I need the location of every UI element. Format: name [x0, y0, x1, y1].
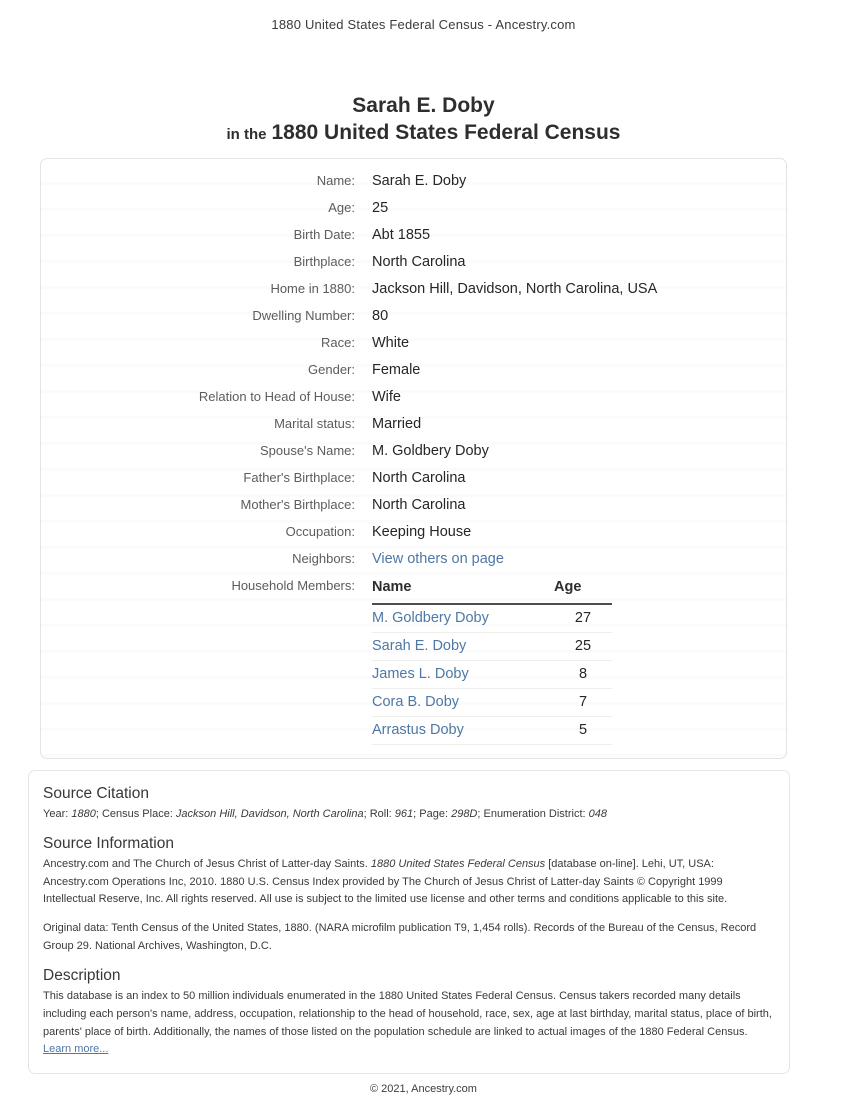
household-member-link[interactable]: M. Goldbery Doby: [372, 609, 489, 626]
field-value: M. Goldbery Doby: [372, 442, 489, 459]
source-citation-text: Year: 1880; Census Place: Jackson Hill, Davidson, North Carolina; Roll: 961; Page: 298D; Enumeration District: 048: [43, 808, 607, 820]
household-member-link[interactable]: Cora B. Doby: [372, 693, 460, 710]
collection-line: [0, 121, 847, 145]
field-row-dwelling-number: [41, 302, 786, 329]
source-information-para1: Ancestry.com and The Church of Jesus Christ of Latter-day Saints. 1880 United States Federal Census [database on-line]. Lehi, UT, USA: Ancestry.com Operations Inc, 2010. 1880 U.S. Census Index provided by The Church of Jesus Christ of Latter-day Saints © Copyright 1999 Intellectual Reserve, Inc. All rights reserved. All use is subject to the limited use license and other terms and conditions applicable to this site.: [43, 857, 728, 906]
household-row: [372, 604, 612, 633]
field-row-father-birthplace: [41, 464, 786, 491]
field-value: Sarah E. Doby: [372, 172, 467, 189]
field-value: White: [372, 334, 410, 351]
view-others-on-page-link[interactable]: View others on page: [372, 550, 504, 567]
field-value: [372, 550, 504, 569]
household-member-link[interactable]: Sarah E. Doby: [372, 637, 467, 654]
field-value: Jackson Hill, Davidson, North Carolina, USA: [372, 280, 658, 297]
household-member-link[interactable]: James L. Doby: [372, 665, 469, 682]
field-value: North Carolina: [372, 469, 466, 486]
household-header-row: [372, 577, 612, 604]
field-label: Age:: [328, 199, 355, 215]
field-row-neighbors: [41, 545, 786, 572]
print-page-header: 1880 United States Federal Census - Ancestry.com: [271, 17, 576, 32]
household-row: [372, 632, 612, 660]
field-row-birthplace: [41, 248, 786, 275]
description-body: This database is an index to 50 million individuals enumerated in the 1880 United States Federal Census. Census takers recorded many details including each person's name, address, occupation, relationship to the head of household, race, sex, age at last birthday, marital status, place of birth, parents' place of birth. Additionally, the names of those listed on the population schedule are linked to actual images of the 1880 Federal Census.: [43, 989, 772, 1038]
source-details-card: [28, 770, 790, 1074]
field-label: Race:: [321, 334, 355, 350]
field-row-birth-date: [41, 221, 786, 248]
field-row-relation: [41, 383, 786, 410]
field-row-age: [41, 194, 786, 221]
page-title: [0, 94, 847, 145]
field-label: Household Members:: [231, 577, 355, 593]
field-label: Spouse's Name:: [260, 442, 355, 458]
household-member-link[interactable]: Arrastus Doby: [372, 721, 464, 738]
field-value: North Carolina: [372, 496, 466, 513]
field-value: 80: [372, 307, 389, 324]
field-label: Birth Date:: [293, 226, 355, 242]
field-row-occupation: [41, 518, 786, 545]
household-row: [372, 688, 612, 716]
source-information-heading: Source Information: [43, 834, 174, 852]
field-value: Wife: [372, 388, 401, 405]
field-label: Name:: [316, 172, 355, 188]
household-col-age: Age: [554, 577, 612, 604]
field-label: Marital status:: [274, 415, 355, 431]
household-col-name: Name: [372, 577, 554, 604]
source-citation-heading: Source Citation: [43, 785, 149, 802]
field-label: Birthplace:: [293, 253, 355, 269]
field-value: Keeping House: [372, 523, 472, 540]
household-members-table: [372, 577, 612, 745]
field-label: Mother's Birthplace:: [240, 496, 355, 512]
field-row-marital-status: [41, 410, 786, 437]
copyright-footer: © 2021, Ancestry.com: [370, 1083, 477, 1095]
household-member-age: 7: [554, 688, 612, 716]
field-label: Father's Birthplace:: [243, 469, 355, 485]
field-label: Home in 1880:: [270, 280, 355, 296]
record-facts-card: [40, 158, 787, 759]
household-row: [372, 716, 612, 744]
field-value: Female: [372, 361, 421, 378]
field-row-spouse-name: [41, 437, 786, 464]
source-information-para2: Original data: Tenth Census of the United States, 1880. (NARA microfilm publication T9, 1,454 rolls). Records of the Bureau of the Census, Record Group 29. National Archives, Washington, D.C.: [43, 922, 757, 953]
field-row-gender: [41, 356, 786, 383]
field-row-race: [41, 329, 786, 356]
field-row-home-in-1880: [41, 275, 786, 302]
field-value: Abt 1855: [372, 226, 431, 243]
field-label: Dwelling Number:: [252, 307, 355, 323]
person-name: Sarah E. Doby: [352, 94, 495, 117]
household-row: [372, 660, 612, 688]
learn-more-link[interactable]: Learn more...: [43, 1043, 109, 1056]
field-value: North Carolina: [372, 253, 466, 270]
collection-title: 1880 United States Federal Census: [271, 121, 621, 144]
household-member-age: 25: [554, 632, 612, 660]
field-row-mother-birthplace: [41, 491, 786, 518]
field-value: 25: [372, 199, 389, 216]
field-value: [372, 576, 612, 745]
field-value: Married: [372, 415, 422, 432]
field-label: Occupation:: [285, 523, 355, 539]
household-member-age: 5: [554, 716, 612, 744]
title-prefix: in the: [226, 126, 267, 143]
household-member-age: 27: [554, 604, 612, 633]
field-row-name: [41, 167, 786, 194]
field-row-household-members: [41, 572, 786, 748]
field-label: Gender:: [308, 361, 355, 377]
field-label: Neighbors:: [292, 550, 355, 566]
description-heading: Description: [43, 966, 121, 984]
household-member-age: 8: [554, 660, 612, 688]
field-label: Relation to Head of House:: [198, 388, 355, 404]
